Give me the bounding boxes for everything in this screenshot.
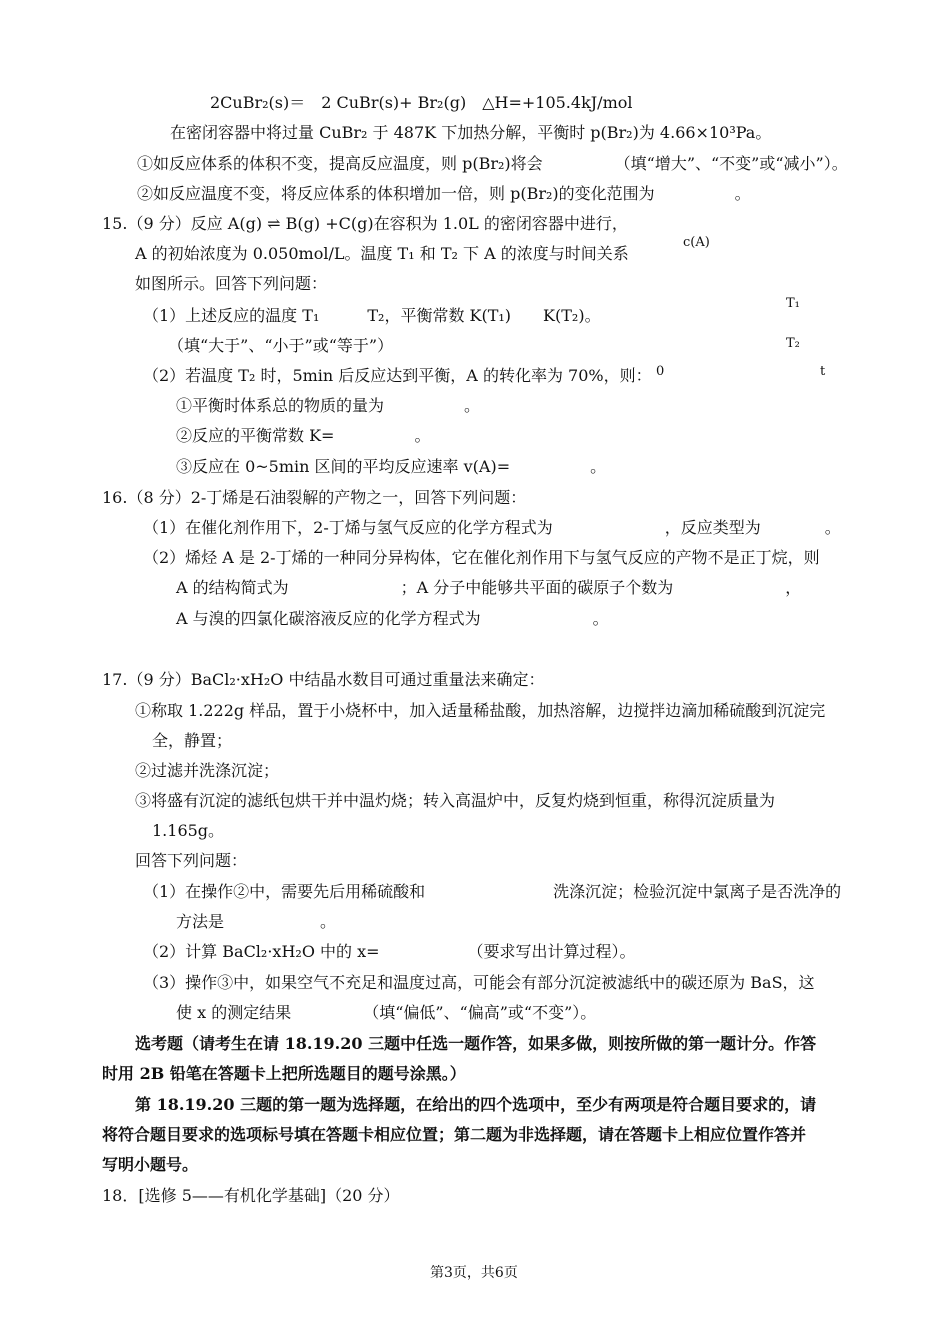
text-line: A 的初始浓度为 0.050mol/L。温度 T₁ 和 T₂ 下 A 的浓度与时间关系 bbox=[135, 244, 629, 263]
text-line: （1）在操作②中，需要先后用稀硫酸和 洗涤沉淀；检验沉淀中氯离子是否洗净的 bbox=[143, 882, 842, 901]
question-17-heading: 17.（9 分）BaCl₂·xH₂O 中结晶水数目可通过重量法来确定： bbox=[102, 670, 545, 689]
elective-instructions: 选考题（请考生在请 18.19.20 三题中任选一题作答，如果多做，则按所做的第一题计分。作答 bbox=[135, 1034, 817, 1053]
text-line: （3）操作③中，如果空气不充足和温度过高，可能会有部分沉淀被滤纸中的碳还原为 BaS，这 bbox=[143, 973, 815, 992]
text-line: （2）计算 BaCl₂·xH₂O 中的 x= （要求写出计算过程）。 bbox=[143, 942, 636, 961]
text-line: ③反应在 0~5min 区间的平均反应速率 v(A)= 。 bbox=[176, 457, 607, 476]
reaction-equation: 2CuBr₂(s)＝ 2 CuBr(s)+ Br₂(g) △H=+105.4kJ/mol bbox=[210, 93, 633, 112]
text-line: ②反应的平衡常数 K= 。 bbox=[176, 426, 431, 445]
text-line: ②过滤并洗涤沉淀； bbox=[135, 761, 280, 780]
elective-instructions: 写明小题号。 bbox=[102, 1155, 199, 1174]
elective-instructions: 时用 2B 铅笔在答题卡上把所选题目的题号涂黑。） bbox=[102, 1064, 466, 1083]
text-line: （2）若温度 T₂ 时，5min 后反应达到平衡，A 的转化率为 70%，则： bbox=[143, 366, 652, 385]
text-line: 回答下列问题： bbox=[135, 851, 248, 870]
text-line: 如图所示。回答下列问题： bbox=[135, 274, 328, 293]
text-line: ②如反应温度不变，将反应体系的体积增加一倍，则 p(Br₂)的变化范围为 。 bbox=[137, 184, 751, 203]
text-line: （1）在催化剂作用下，2-丁烯与氢气反应的化学方程式为 ，反应类型为 。 bbox=[143, 518, 841, 537]
graph-curve-label-t1: T₁ bbox=[786, 296, 800, 311]
text-line: 1.165g。 bbox=[152, 821, 225, 840]
graph-origin-label: 0 bbox=[656, 364, 665, 379]
text-line: ①称取 1.222g 样品，置于小烧杯中，加入适量稀盐酸，加热溶解，边搅拌边滴加稀硫酸到沉淀完 bbox=[135, 701, 826, 720]
question-15-heading: 15.（9 分）反应 A(g) ⇌ B(g) +C(g)在容积为 1.0L 的密闭容器中进行， bbox=[102, 214, 628, 233]
text-line: A 的结构简式为 ；A 分子中能够共平面的碳原子个数为 ， bbox=[176, 578, 802, 597]
graph-curve-label-t2: T₂ bbox=[786, 336, 800, 351]
elective-instructions: 将符合题目要求的选项标号填在答题卡相应位置；第二题为非选择题，请在答题卡上相应位置作答并 bbox=[102, 1125, 807, 1144]
text-line: 方法是 。 bbox=[176, 912, 337, 931]
text-line: 使 x 的测定结果 （填“偏低”、“偏高”或“不变”）。 bbox=[176, 1003, 597, 1022]
graph-x-axis-label: t bbox=[820, 364, 826, 379]
question-18-heading: 18．[选修 5——有机化学基础]（20 分） bbox=[102, 1186, 400, 1205]
text-line: 全，静置； bbox=[152, 731, 233, 750]
text-line: ①如反应体系的体积不变，提高反应温度，则 p(Br₂)将会 （填“增大”、“不变”或“减小”）。 bbox=[137, 154, 848, 173]
text-line: ③将盛有沉淀的滤纸包烘干并中温灼烧；转入高温炉中，反复灼烧到恒重，称得沉淀质量为 bbox=[135, 791, 776, 810]
page-number: 第3页，共6页 bbox=[430, 1265, 518, 1281]
question-16-heading: 16.（8 分）2-丁烯是石油裂解的产物之一，回答下列问题： bbox=[102, 488, 527, 507]
text-line: （填“大于”、“小于”或“等于”） bbox=[168, 336, 394, 355]
graph-y-axis-label: c(A) bbox=[683, 235, 710, 250]
text-line: A 与溴的四氯化碳溶液反应的化学方程式为 。 bbox=[176, 609, 609, 628]
text-line: 在密闭容器中将过量 CuBr₂ 于 487K 下加热分解，平衡时 p(Br₂)为 4.66×10³Pa。 bbox=[170, 123, 772, 142]
text-line: （2）烯烃 A 是 2-丁烯的一种同分异构体，它在催化剂作用下与氢气反应的产物不是正丁烷，则 bbox=[143, 548, 820, 567]
text-line: （1）上述反应的温度 T₁ T₂，平衡常数 K(T₁) K(T₂)。 bbox=[143, 306, 601, 325]
elective-instructions: 第 18.19.20 三题的第一题为选择题，在给出的四个选项中，至少有两项是符合题目要求的，请 bbox=[135, 1095, 817, 1114]
text-line: ①平衡时体系总的物质的量为 。 bbox=[176, 396, 481, 415]
